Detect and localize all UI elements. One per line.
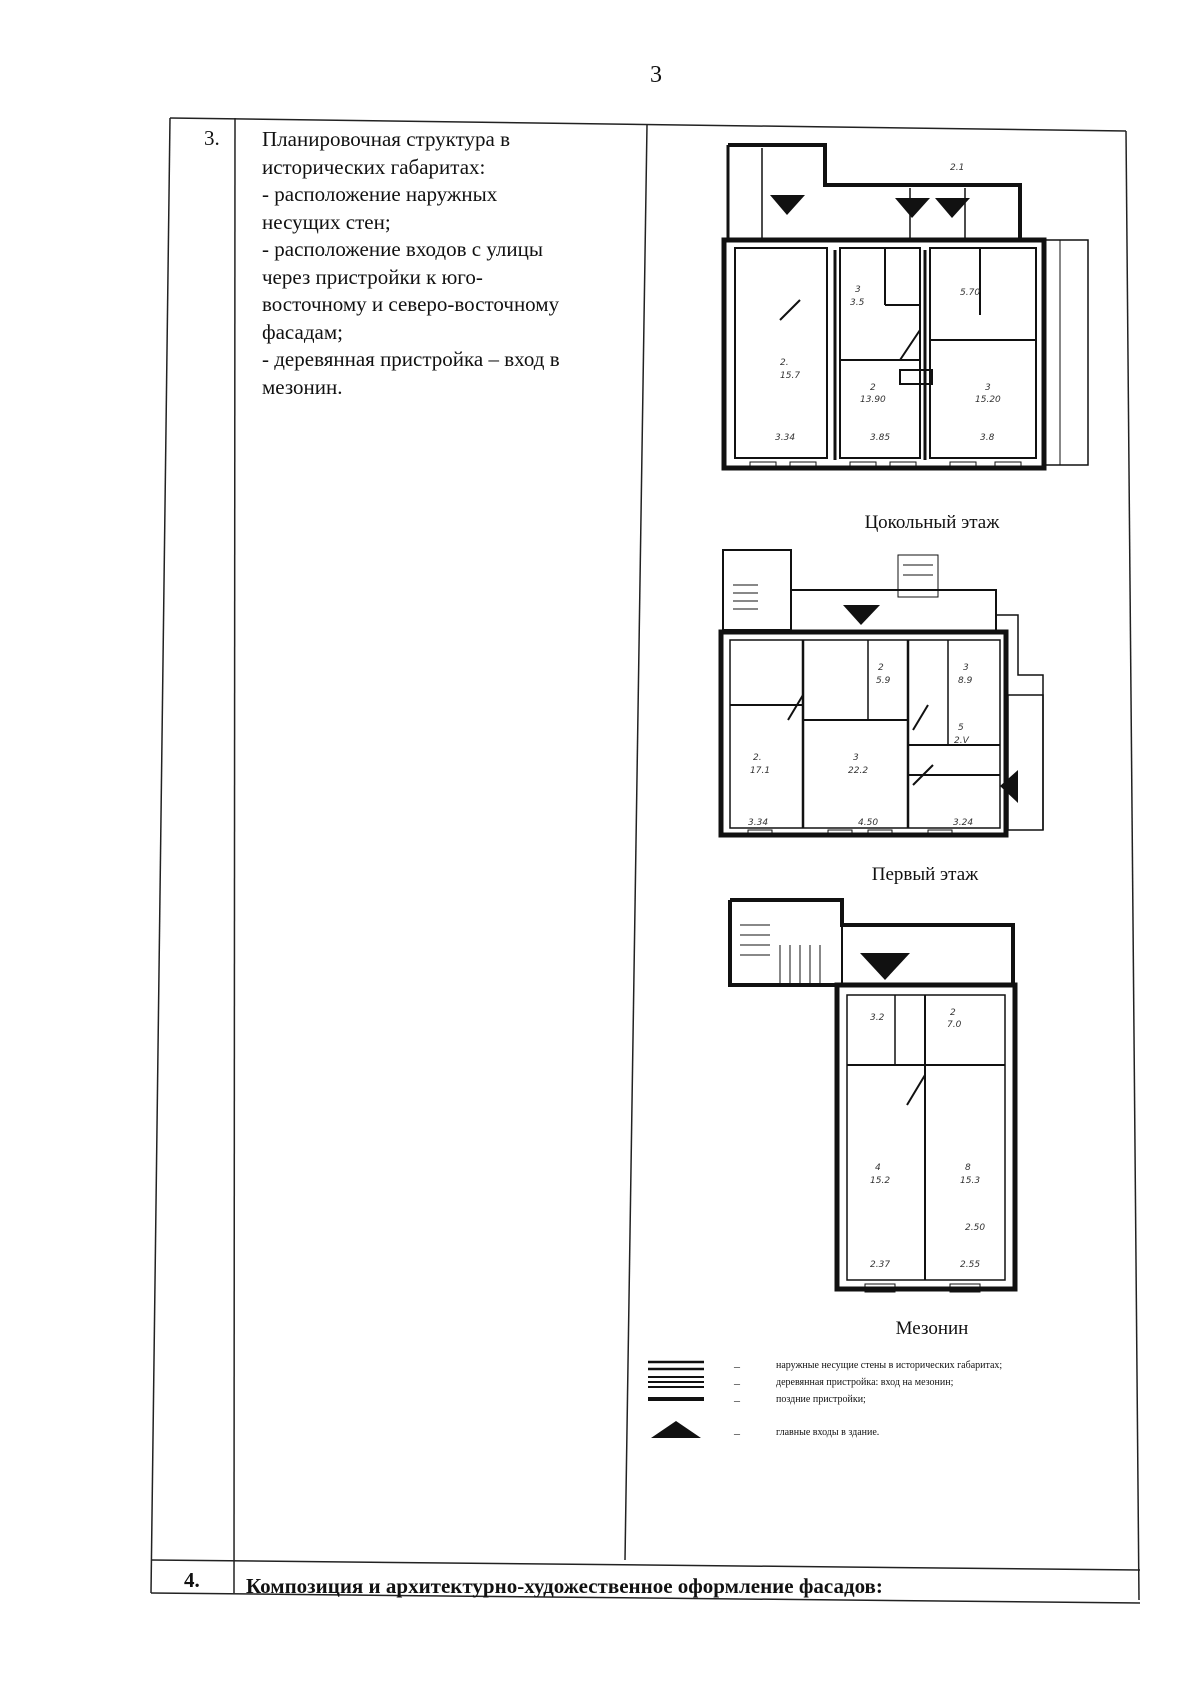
svg-text:2: 2 (878, 663, 884, 673)
svg-text:3: 3 (853, 753, 859, 763)
desc-line: несущих стен; (262, 209, 391, 234)
svg-text:2.37: 2.37 (870, 1260, 891, 1270)
legend-item-wooden-annex (648, 1377, 1168, 1394)
svg-text:2.: 2. (753, 753, 762, 763)
section-3-description (262, 126, 622, 401)
desc-line: - деревянная пристройка – вход в (262, 347, 560, 371)
basement-caption: Цокольный этаж (864, 512, 1000, 533)
svg-text:17.1: 17.1 (750, 766, 771, 776)
desc-line: - расположение наружных (262, 182, 498, 206)
legend-dash: – (734, 1426, 740, 1440)
desc-line: мезонин. (262, 374, 343, 399)
mezzanine-caption: Мезонин (895, 1318, 969, 1339)
svg-text:15.20: 15.20 (975, 395, 1001, 405)
desc-line: исторических габаритах: (262, 154, 486, 179)
svg-text:3.85: 3.85 (870, 433, 891, 443)
legend-dash: – (734, 1376, 740, 1390)
section-3-number: 3. (204, 126, 220, 150)
desc-line: Планировочная структура в (262, 127, 510, 151)
desc-line: фасадам; (262, 319, 343, 344)
svg-text:2.V: 2.V (954, 736, 969, 746)
legend (648, 1360, 1168, 1444)
svg-text:3.2: 3.2 (870, 1013, 885, 1023)
legend-text: главные входы в здание. (776, 1427, 880, 1438)
svg-text:3: 3 (963, 663, 969, 673)
svg-text:15.7: 15.7 (780, 371, 801, 381)
desc-line: через пристройки к юго- (262, 264, 483, 289)
svg-text:4: 4 (875, 1163, 881, 1173)
triangle-symbol (651, 1419, 701, 1439)
first-floor-caption: Первый этаж (871, 864, 979, 885)
legend-dash: – (734, 1393, 740, 1407)
svg-text:2.55: 2.55 (960, 1260, 981, 1270)
svg-text:3: 3 (855, 285, 861, 295)
svg-text:22.2: 22.2 (848, 766, 869, 776)
svg-text:3.5: 3.5 (850, 298, 865, 308)
svg-text:8: 8 (965, 1163, 971, 1173)
svg-text:8.9: 8.9 (958, 676, 973, 686)
desc-line: восточному и северо-восточному (262, 292, 560, 316)
double-line-symbol (648, 1360, 704, 1372)
svg-text:3.34: 3.34 (775, 433, 796, 443)
svg-text:7.0: 7.0 (947, 1020, 962, 1030)
legend-dash: – (734, 1359, 740, 1373)
desc-line: - расположение входов с улицы (262, 237, 543, 261)
svg-text:2: 2 (870, 383, 876, 393)
svg-text:5: 5 (958, 723, 964, 733)
svg-text:5.9: 5.9 (876, 676, 891, 686)
thick-line-symbol (648, 1394, 704, 1406)
svg-text:5.70: 5.70 (960, 288, 981, 298)
first-floor-plan (718, 545, 1058, 855)
triple-line-symbol (648, 1375, 704, 1389)
legend-text: наружные несущие стены в исторических габаритах; (776, 1360, 1003, 1371)
legend-item-late-annexes (648, 1394, 1168, 1411)
legend-item-historic-walls (648, 1360, 1168, 1377)
legend-text: деревянная пристройка: вход на мезонин; (776, 1377, 954, 1388)
legend-text: поздние пристройки; (776, 1394, 866, 1405)
svg-text:2: 2 (950, 1008, 956, 1018)
svg-text:2.: 2. (780, 358, 789, 368)
svg-text:3.24: 3.24 (953, 818, 974, 828)
svg-text:4.50: 4.50 (858, 818, 879, 828)
section-4-number: 4. (184, 1568, 200, 1592)
svg-text:13.90: 13.90 (860, 395, 886, 405)
mezzanine-plan (725, 895, 1025, 1300)
page-number: 3 (650, 62, 662, 88)
svg-text:2.50: 2.50 (965, 1223, 986, 1233)
svg-text:15.2: 15.2 (870, 1176, 891, 1186)
svg-text:3: 3 (985, 383, 991, 393)
legend-item-main-entrances (648, 1427, 1168, 1444)
svg-text:15.3: 15.3 (960, 1176, 981, 1186)
basement-floor-plan (720, 140, 1100, 480)
section-4-title: Композиция и архитектурно-художественное оформление фасадов: (246, 1574, 883, 1598)
svg-text:3.34: 3.34 (748, 818, 769, 828)
svg-text:3.8: 3.8 (980, 433, 995, 443)
svg-text:2.1: 2.1 (950, 163, 965, 173)
